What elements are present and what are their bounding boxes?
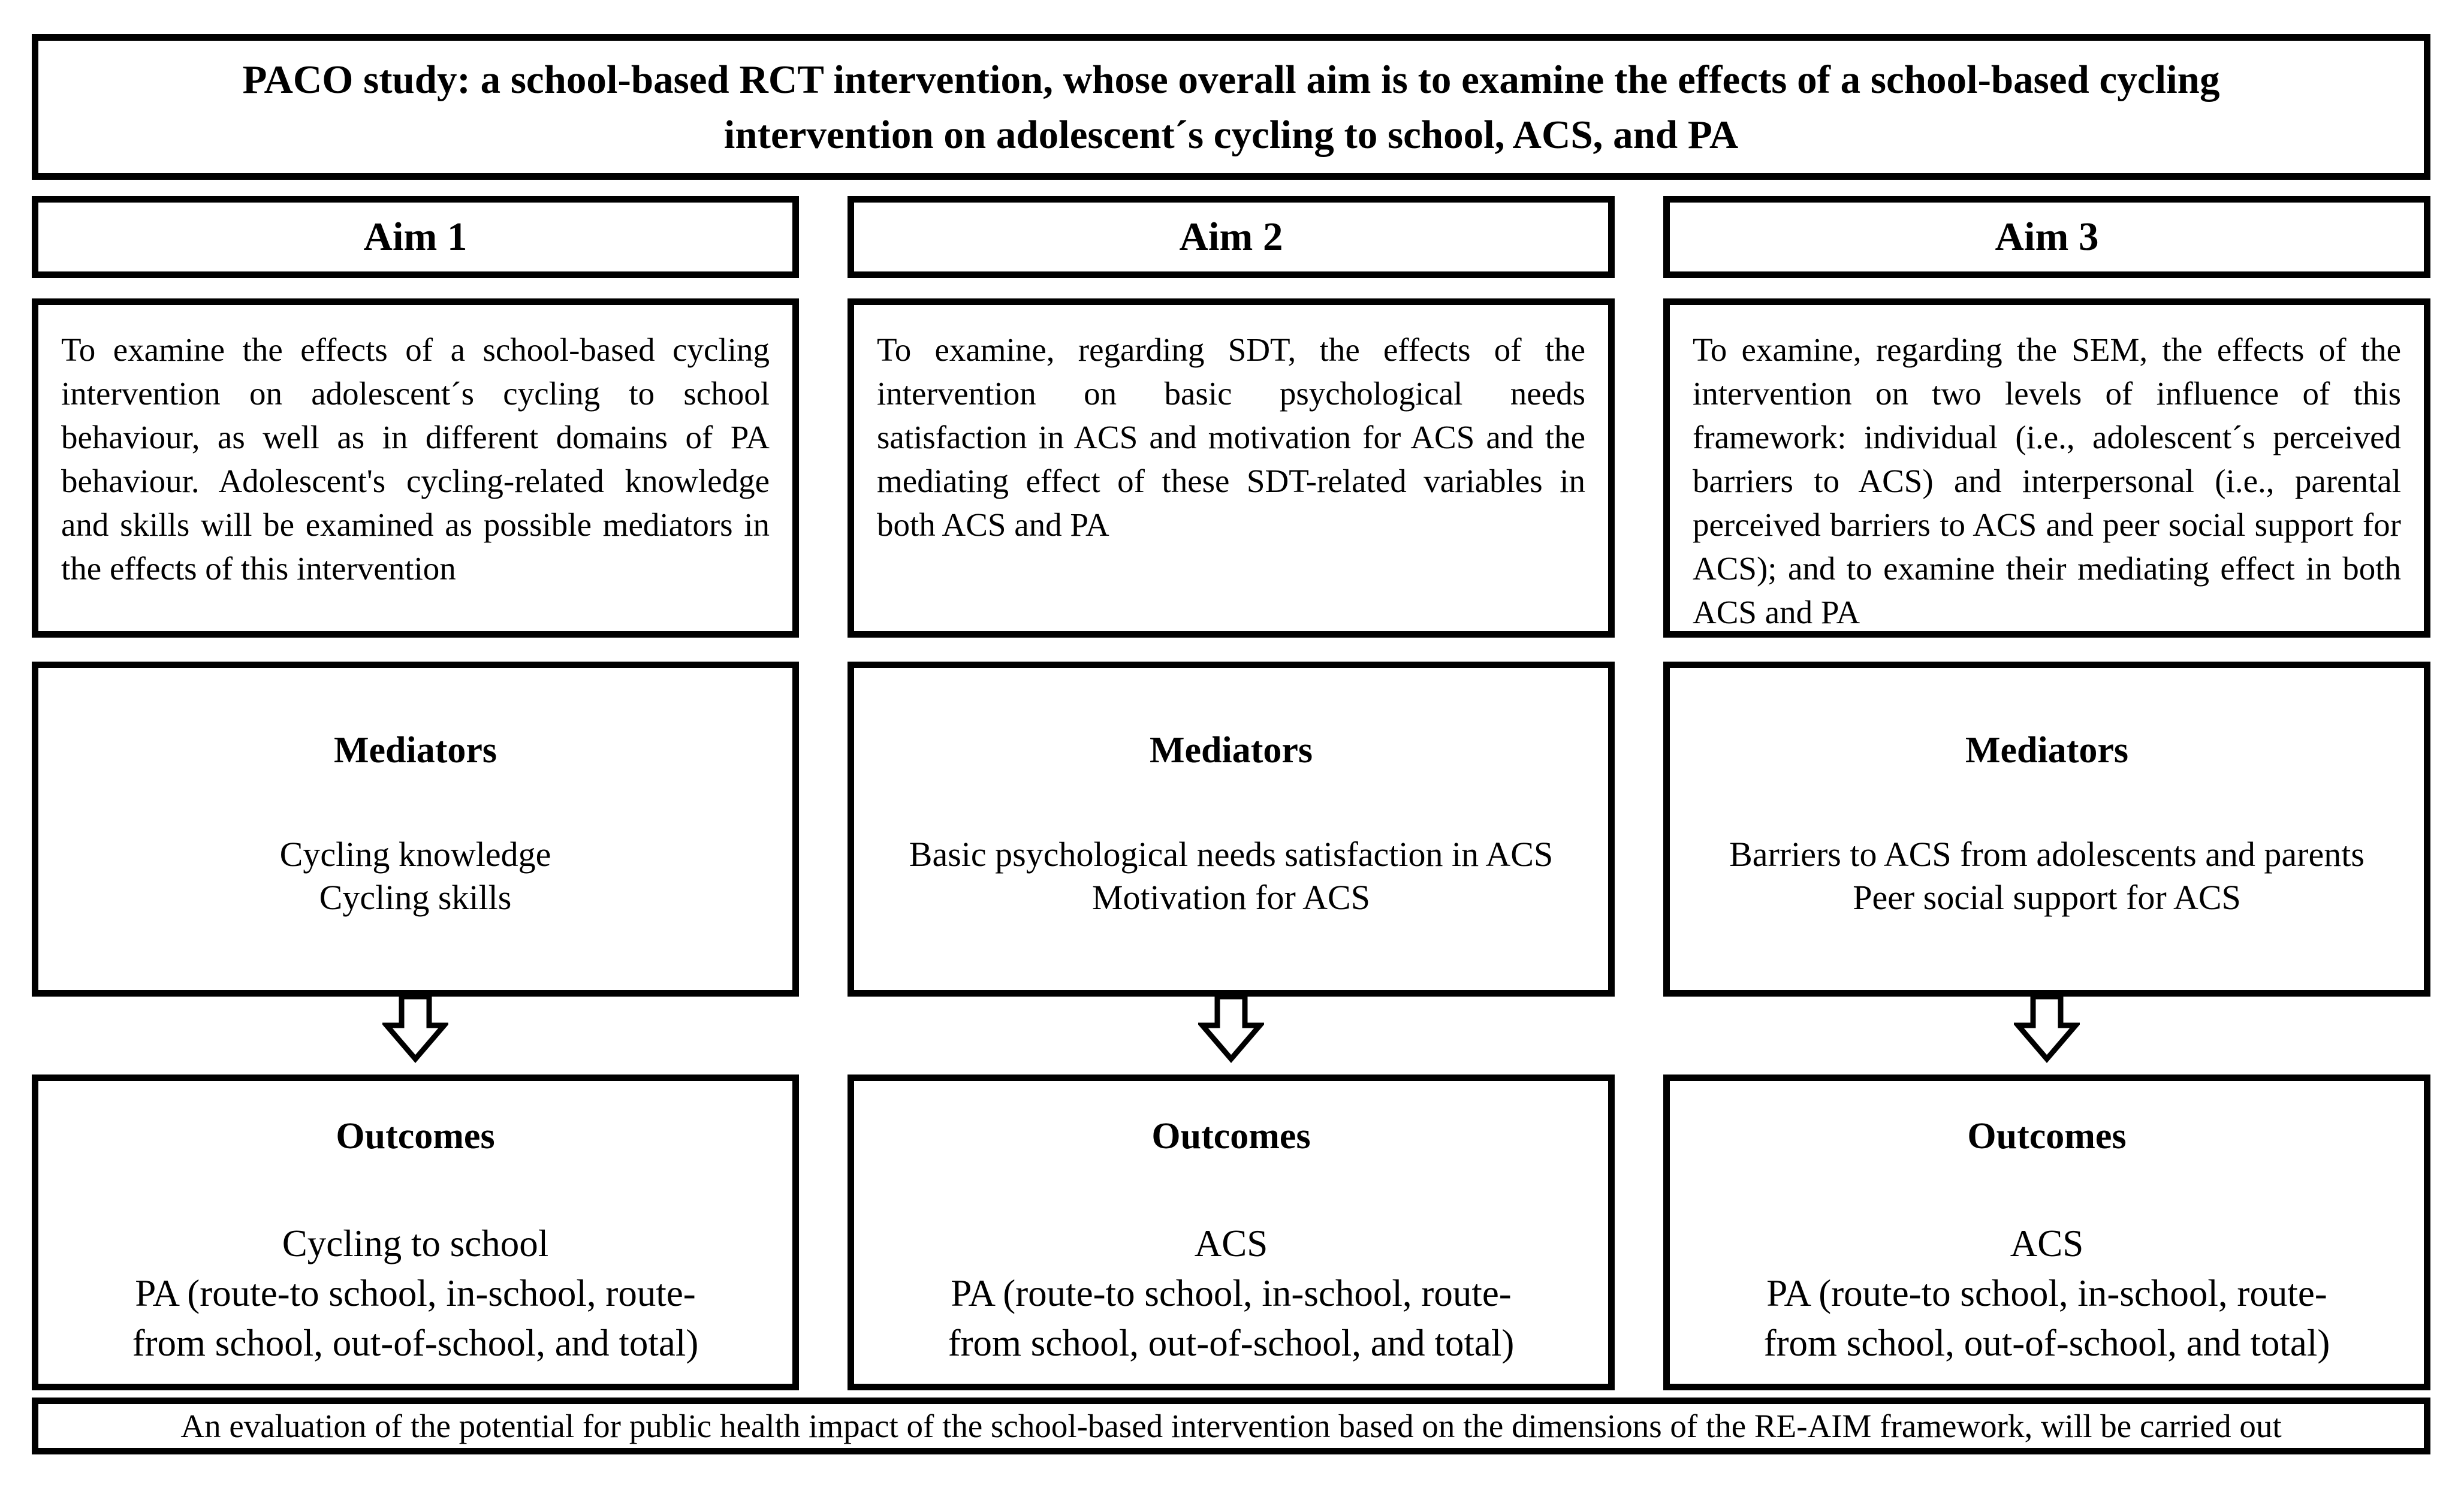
down-arrow-icon: [382, 995, 448, 1064]
aim-1-outcomes-box: [32, 1075, 799, 1390]
outcomes-list: [132, 1219, 699, 1368]
outcome-item: ACS: [1194, 1223, 1268, 1264]
aim-3-description-text: To examine, regarding the SEM, the effects of the intervention on two levels of influence of this framework: individual (i.e., adolescent´s perceived barriers to ACS) and interpersonal (i.e., parental perceived barriers to ACS and peer social support for ACS); and to examine their mediating effect in both ACS and PA: [1693, 331, 2401, 630]
mediators-title: Mediators: [333, 730, 497, 771]
aim-2-description-box: [848, 298, 1615, 638]
aim-3-outcomes-box: [1663, 1075, 2430, 1390]
footer-evaluation-bar: [32, 1398, 2430, 1454]
mediator-item: Motivation for ACS: [1091, 878, 1370, 917]
outcomes-list: [948, 1219, 1515, 1368]
aim-1-mediators-box: [32, 662, 799, 997]
mediator-item: Barriers to ACS from adolescents and parents: [1729, 835, 2365, 874]
mediators-list: [280, 833, 551, 919]
outcome-item: PA (route-to school, in-school, route-: [1766, 1272, 2327, 1314]
outcome-item: from school, out-of-school, and total): [132, 1322, 699, 1364]
aim-2-header-label: Aim 2: [1179, 215, 1283, 259]
outcome-item: PA (route-to school, in-school, route-: [951, 1272, 1512, 1314]
aim-1-description-box: [32, 298, 799, 638]
study-title-line-1: PACO study: a school-based RCT intervention, whose overall aim is to examine the effects of a school-based cycling: [242, 57, 2220, 102]
study-title-line-2: intervention on adolescent´s cycling to school, ACS, and PA: [723, 112, 1739, 157]
mediator-item: Basic psychological needs satisfaction in ACS: [909, 835, 1554, 874]
aim-2-outcomes-box: [848, 1075, 1615, 1390]
down-arrow-icon: [1198, 995, 1264, 1064]
outcomes-title: Outcomes: [1967, 1116, 2127, 1157]
aim-1-header-box: [32, 196, 799, 278]
down-arrow-icon: [2014, 995, 2080, 1064]
aim-3-mediators-box: [1663, 662, 2430, 997]
mediator-item: Peer social support for ACS: [1853, 878, 2241, 917]
outcome-item: from school, out-of-school, and total): [1763, 1322, 2330, 1364]
footer-evaluation-text: An evaluation of the potential for public health impact of the school-based intervention based on the dimensions of the RE-AIM framework, will be carried out: [180, 1408, 2282, 1444]
outcomes-list: [1764, 1219, 2330, 1368]
aim-2-description-text: To examine, regarding SDT, the effects of the intervention on basic psychological needs satisfaction in ACS and motivation for ACS and the mediating effect of these SDT-related variables in both ACS and PA: [877, 331, 1585, 543]
aim-3-header-box: [1663, 196, 2430, 278]
aim-2-mediators-box: [848, 662, 1615, 997]
mediators-title: Mediators: [1149, 730, 1313, 771]
aim-3-header-label: Aim 3: [1995, 215, 2099, 259]
study-title-box: [32, 34, 2430, 180]
outcomes-title: Outcomes: [1151, 1116, 1311, 1157]
outcome-item: ACS: [2010, 1223, 2084, 1264]
mediator-item: Cycling knowledge: [279, 835, 551, 874]
mediators-title: Mediators: [1965, 730, 2129, 771]
aim-2-header-box: [848, 196, 1615, 278]
mediator-item: Cycling skills: [319, 878, 512, 917]
mediators-list: [1729, 833, 2365, 919]
outcome-item: from school, out-of-school, and total): [948, 1322, 1515, 1364]
outcome-item: Cycling to school: [282, 1223, 549, 1264]
aim-1-header-label: Aim 1: [363, 215, 468, 259]
outcome-item: PA (route-to school, in-school, route-: [135, 1272, 696, 1314]
aim-1-description-text: To examine the effects of a school-based cycling intervention on adolescent´s cycling to school behaviour, as well as in different domains of PA behaviour. Adolescent's cycling-related knowledge and skills will be examined as possible mediators in the effects of this intervention: [61, 331, 770, 587]
outcomes-title: Outcomes: [336, 1116, 495, 1157]
mediators-list: [909, 833, 1553, 919]
aim-3-description-box: [1663, 298, 2430, 638]
